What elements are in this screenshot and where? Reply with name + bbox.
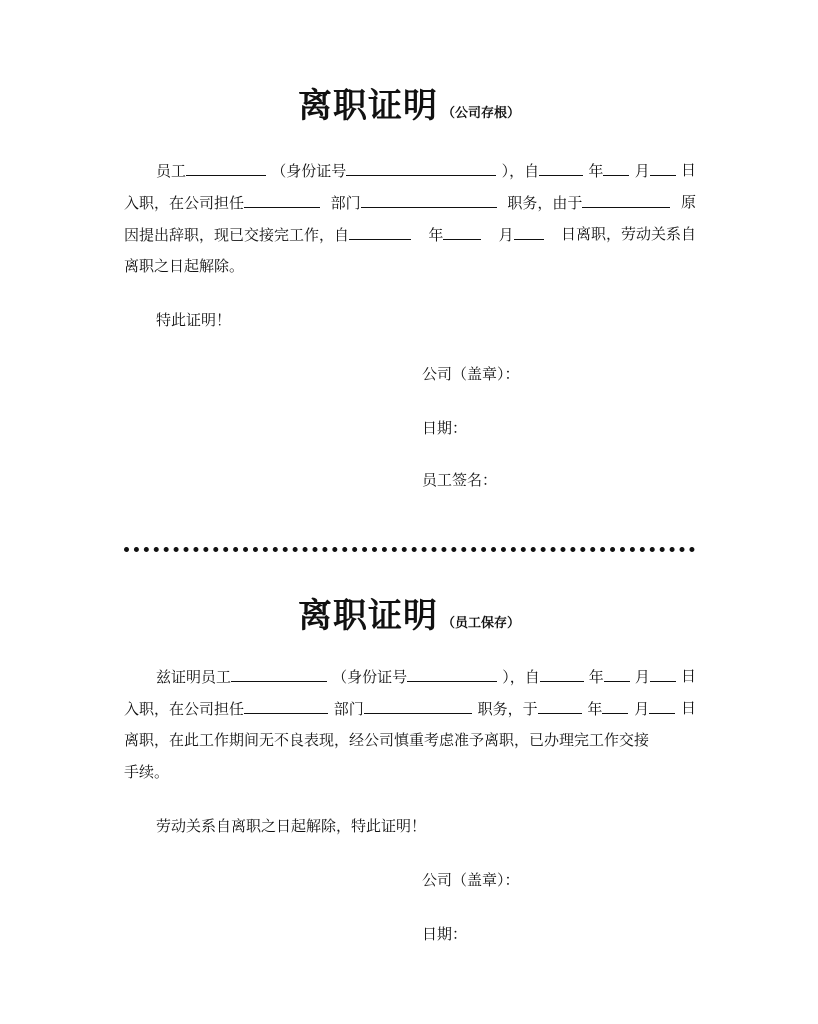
section1-paragraph-line-4: 离职之日起解除。 [124,257,245,275]
text-employee-label: 兹证明员工 [156,668,232,686]
section2-title: 离职证明 [297,596,438,636]
section1-title-block [0,78,818,127]
text-leave-suffix: 日离职，劳动关系自 [560,225,696,243]
section1-date: 日期： [422,419,468,437]
section1-title: 离职证明 [297,86,438,126]
section1-paragraph-line-2 [124,192,696,213]
entry-year-field[interactable] [539,160,583,176]
text-year: 年 [587,700,603,718]
section2-subtitle: （员工保存） [441,616,520,631]
text-from-label: ），自 [502,668,540,686]
section2-title-block [0,588,818,637]
section2-company-seal: 公司（盖章）： [422,871,520,889]
section1-paragraph-line-1 [124,160,696,181]
text-reason-suffix: 原 [680,193,696,211]
text-day: 日 [680,667,696,685]
leave-day-field[interactable] [514,224,544,240]
section2-paragraph-line-4: 手续。 [124,763,170,781]
section2-paragraph-line-3: 离职，在此工作期间无不良表现，经公司慎重考虑准予离职，已办理完工作交接 [124,731,650,749]
entry-day-field[interactable] [650,666,676,682]
text-month: 月 [634,668,650,686]
department-field[interactable] [244,192,320,208]
entry-month-field[interactable] [604,666,630,682]
text-from-label: ），自 [501,162,540,180]
section1-employee-signature: 员工签名： [422,471,498,489]
cut-line-divider [124,547,695,552]
text-year: 年 [588,668,604,686]
employee-name-field[interactable] [231,666,327,682]
section2-date: 日期： [422,925,468,943]
section2-paragraph-line-2 [124,698,696,719]
employee-name-field[interactable] [186,160,266,176]
text-year: 年 [428,226,444,244]
entry-day-field[interactable] [650,160,676,176]
leave-day-field[interactable] [649,698,675,714]
leave-month-field[interactable] [443,224,481,240]
text-month: 月 [634,162,650,180]
section1-paragraph-line-3 [124,224,696,245]
text-id-label: （身份证号 [332,668,408,686]
leave-month-field[interactable] [602,698,628,714]
department-field[interactable] [244,698,328,714]
leave-year-field[interactable] [349,224,411,240]
section2-paragraph-line-1 [124,666,696,687]
section1-subtitle: （公司存根） [441,106,520,121]
text-department-label: 部门 [330,194,361,212]
text-day: 日 [680,161,696,179]
entry-month-field[interactable] [603,160,629,176]
text-year: 年 [588,162,604,180]
id-number-field[interactable] [407,666,497,682]
text-leave-label: 职务，于 [477,700,538,718]
id-number-field[interactable] [346,160,496,176]
leave-year-field[interactable] [538,698,582,714]
text-reason-label: 职务，由于 [507,194,583,212]
text-department-label: 部门 [333,700,364,718]
text-resign-label: 因提出辞职，现已交接完工作，自 [124,226,350,244]
text-month: 月 [498,226,514,244]
text-position-label: 入职，在公司担任 [124,194,245,212]
job-title-field[interactable] [364,698,472,714]
reason-field[interactable] [582,192,670,208]
text-month: 月 [634,700,650,718]
text-position-label: 入职，在公司担任 [124,700,245,718]
text-day: 日 [680,699,696,717]
section1-company-seal: 公司（盖章）： [422,365,520,383]
text-id-label: （身份证号 [271,162,347,180]
section2-certify-text: 劳动关系自离职之日起解除，特此证明！ [156,817,427,835]
job-title-field[interactable] [361,192,497,208]
text-employee-label: 员工 [156,162,187,180]
entry-year-field[interactable] [540,666,584,682]
section1-certify-text: 特此证明！ [156,311,232,329]
